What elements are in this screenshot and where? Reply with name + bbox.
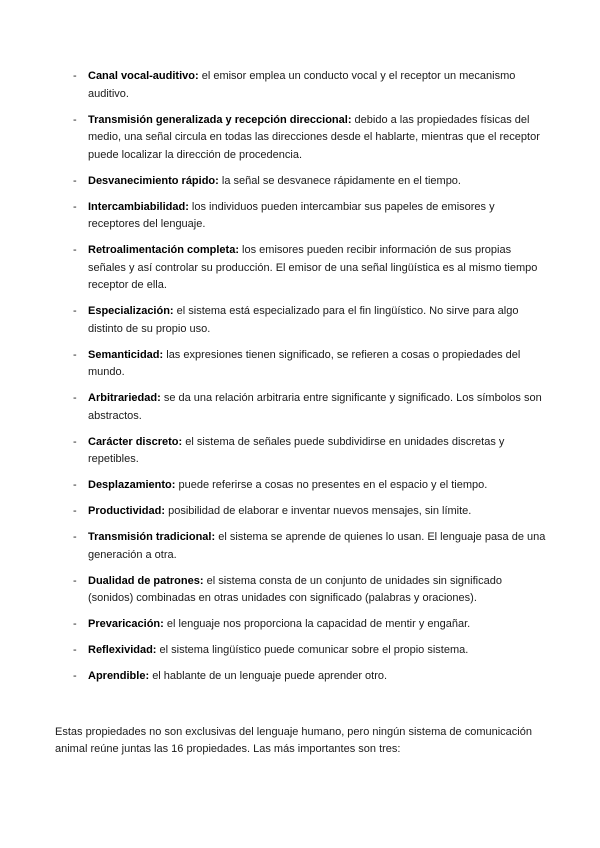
item-desc: el sistema se aprende de quienes lo usan. El lenguaje pasa de una generación a otra. <box>88 531 546 561</box>
item-desc: el sistema está especializado para el fin lingüístico. No sirve para algo distinto de su propio uso. <box>88 305 519 335</box>
item-desc: se da una relación arbitraria entre significante y significado. Los símbolos son abstractos. <box>88 392 542 422</box>
list-item <box>73 477 546 495</box>
item-desc: el sistema de señales puede subdividirse en unidades discretas y repetibles. <box>88 435 505 465</box>
item-term: Productividad: <box>88 505 166 517</box>
list-item-text <box>88 477 546 495</box>
bullet-dash: - <box>73 348 77 361</box>
bullet-dash: - <box>73 200 77 213</box>
list-item-text <box>88 173 546 191</box>
item-desc: la señal se desvanece rápidamente en el tiempo. <box>221 174 461 187</box>
item-term: Arbitrariedad: <box>88 392 161 404</box>
bullet-dash: - <box>73 174 77 187</box>
list-item-text <box>88 347 546 382</box>
list-item-text <box>88 434 546 469</box>
bullet-dash: - <box>73 479 77 491</box>
item-desc: el hablante de un lenguaje puede aprender otro. <box>152 670 388 682</box>
list-item <box>73 173 546 191</box>
list-item <box>73 68 546 103</box>
item-desc: el sistema consta de un conjunto de unidades sin significado (sonidos) combinadas en otras unidades con significado (palabras y oraciones). <box>88 574 502 604</box>
bullet-dash: - <box>73 670 77 682</box>
item-term: Aprendible: <box>88 670 150 682</box>
bullet-dash: - <box>73 244 77 256</box>
item-term: Transmisión tradicional: <box>88 531 216 543</box>
item-term: Semanticidad: <box>88 348 164 361</box>
list-item <box>73 390 546 425</box>
list-item <box>73 616 546 634</box>
bullet-dash: - <box>73 574 77 587</box>
list-item-text <box>88 68 546 103</box>
list-item-text <box>88 199 546 234</box>
bullet-dash: - <box>73 70 77 82</box>
item-term: Intercambiabilidad: <box>88 200 189 213</box>
item-term: Dualidad de patrones: <box>88 574 204 587</box>
list-item-text <box>88 390 546 425</box>
list-item <box>73 303 546 338</box>
item-desc: posibilidad de elaborar e inventar nuevos mensajes, sin límite. <box>168 505 472 517</box>
list-item-text <box>88 242 546 295</box>
item-desc: el lenguaje nos proporciona la capacidad de mentir y engañar. <box>166 618 471 630</box>
item-desc: los individuos pueden intercambiar sus papeles de emisores y receptores del lenguaje. <box>88 200 495 230</box>
properties-list <box>73 68 546 686</box>
item-term: Desplazamiento: <box>88 479 176 491</box>
list-item <box>73 347 546 382</box>
bullet-dash: - <box>73 505 77 517</box>
list-item <box>73 242 546 295</box>
list-item <box>73 503 546 521</box>
list-item <box>73 112 546 165</box>
item-desc: el sistema lingüístico puede comunicar sobre el propio sistema. <box>159 644 469 656</box>
list-item <box>73 199 546 234</box>
item-term: Desvanecimiento rápido: <box>88 174 219 187</box>
list-item-text <box>88 642 546 660</box>
list-item-text <box>88 112 546 165</box>
bullet-dash: - <box>73 618 77 630</box>
list-item-text <box>88 616 546 634</box>
list-item-text <box>88 303 546 338</box>
list-item <box>73 529 546 564</box>
item-term: Especialización: <box>88 305 174 317</box>
item-desc: puede referirse a cosas no presentes en el espacio y el tiempo. <box>178 479 488 491</box>
bullet-dash: - <box>73 113 77 126</box>
list-item-text <box>88 573 546 608</box>
bullet-dash: - <box>73 435 77 448</box>
bullet-dash: - <box>73 531 77 543</box>
list-item-text <box>88 503 546 521</box>
list-item-text <box>88 529 546 564</box>
item-term: Carácter discreto: <box>88 435 183 448</box>
item-term: Reflexividad: <box>88 644 157 656</box>
item-desc: las expresiones tienen significado, se refieren a cosas o propiedades del mundo. <box>88 348 521 378</box>
bullet-dash: - <box>73 644 77 656</box>
item-term: Transmisión generalizada y recepción direccional: <box>88 113 352 126</box>
list-item-text <box>88 668 546 686</box>
list-item <box>73 668 546 686</box>
list-item <box>73 573 546 608</box>
item-term: Prevaricación: <box>88 618 164 630</box>
item-term: Retroalimentación completa: <box>88 244 239 256</box>
bullet-dash: - <box>73 305 77 317</box>
bullet-dash: - <box>73 392 77 404</box>
list-item <box>73 642 546 660</box>
item-desc: los emisores pueden recibir información de sus propias señales y así controlar su producción. El emisor de una señal lingüística es al mismo tiempo receptor de ella. <box>88 244 538 291</box>
item-desc: el emisor emplea un conducto vocal y el receptor un mecanismo auditivo. <box>88 70 516 100</box>
list-item <box>73 434 546 469</box>
closing-paragraph: Estas propiedades no son exclusivas del lenguaje humano, pero ningún sistema de comunicación animal reúne juntas las 16 propiedades. Las más importantes son tres: <box>55 725 532 755</box>
item-term: Canal vocal-auditivo: <box>88 70 199 82</box>
item-desc: debido a las propiedades físicas del medio, una señal circula en todas las direcciones desde el hablarte, mientras que el receptor puede localizar la dirección de procedencia. <box>88 113 540 161</box>
